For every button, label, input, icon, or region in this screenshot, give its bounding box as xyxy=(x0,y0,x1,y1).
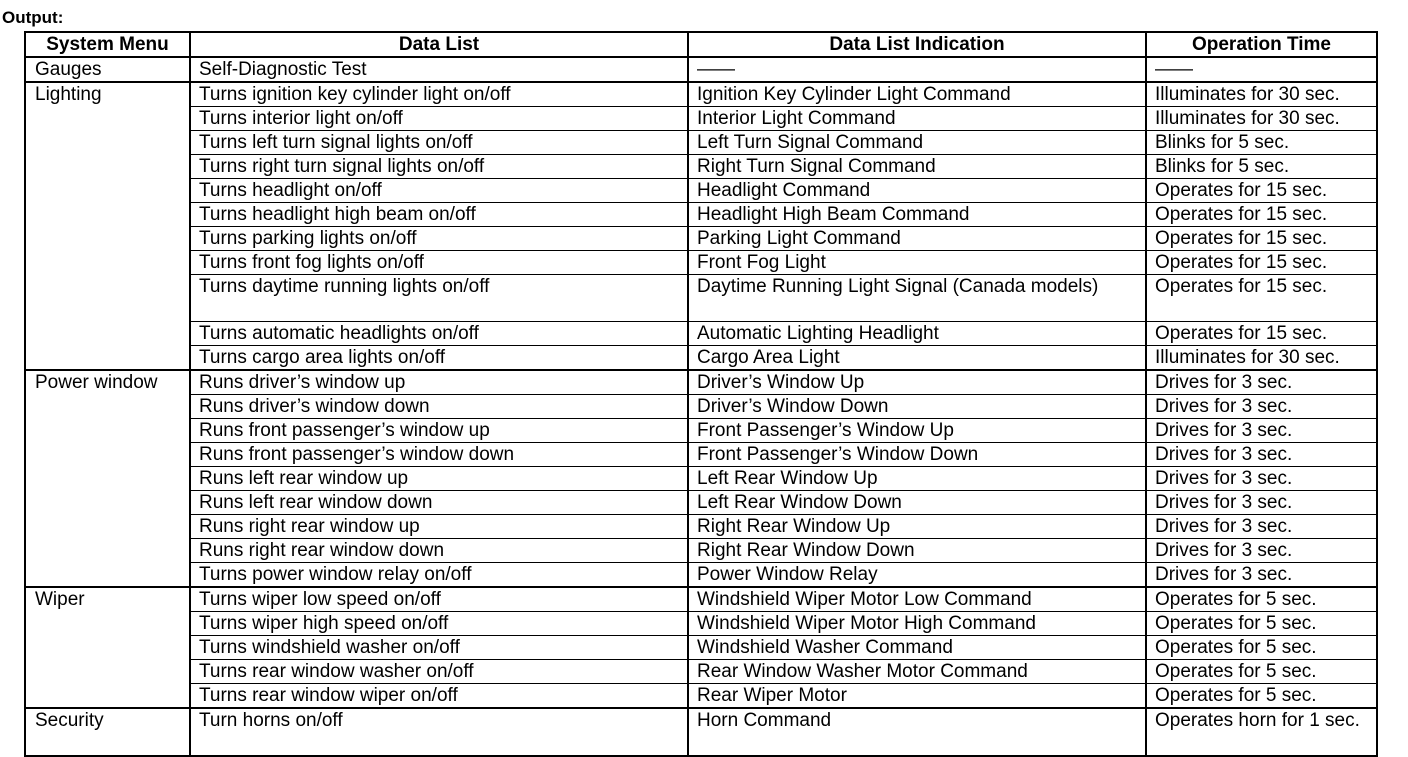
table-row xyxy=(25,419,1377,443)
data-list-cell: Turns cargo area lights on/off xyxy=(190,346,688,371)
table-row xyxy=(25,684,1377,709)
table-row xyxy=(25,227,1377,251)
indication-cell: Windshield Wiper Motor Low Command xyxy=(688,587,1146,612)
data-list-cell: Turns power window relay on/off xyxy=(190,563,688,588)
system-menu-cell: Power window xyxy=(25,370,190,587)
operation-time-cell: Drives for 3 sec. xyxy=(1146,539,1377,563)
table-row xyxy=(25,587,1377,612)
indication-cell: Driver’s Window Up xyxy=(688,370,1146,395)
indication-cell: Rear Wiper Motor xyxy=(688,684,1146,709)
indication-cell: Horn Command xyxy=(688,708,1146,756)
indication-cell: Front Passenger’s Window Down xyxy=(688,443,1146,467)
operation-time-cell: Drives for 3 sec. xyxy=(1146,515,1377,539)
table-row xyxy=(25,491,1377,515)
data-list-cell: Turns automatic headlights on/off xyxy=(190,322,688,346)
data-list-cell: Runs front passenger’s window down xyxy=(190,443,688,467)
operation-time-cell: Operates for 15 sec. xyxy=(1146,227,1377,251)
operation-time-cell: Drives for 3 sec. xyxy=(1146,491,1377,515)
data-list-cell: Turns daytime running lights on/off xyxy=(190,275,688,322)
indication-cell: Headlight Command xyxy=(688,179,1146,203)
indication-cell: Right Turn Signal Command xyxy=(688,155,1146,179)
system-menu-cell: Gauges xyxy=(25,57,190,82)
data-list-cell: Turns rear window washer on/off xyxy=(190,660,688,684)
header-operation-time: Operation Time xyxy=(1146,32,1377,57)
data-list-cell: Runs driver’s window down xyxy=(190,395,688,419)
operation-time-cell: Operates for 5 sec. xyxy=(1146,660,1377,684)
indication-cell: Rear Window Washer Motor Command xyxy=(688,660,1146,684)
indication-cell: Interior Light Command xyxy=(688,107,1146,131)
header-data-list: Data List xyxy=(190,32,688,57)
data-list-cell: Turns headlight high beam on/off xyxy=(190,203,688,227)
operation-time-cell: Operates for 15 sec. xyxy=(1146,203,1377,227)
output-label: Output: xyxy=(2,8,64,27)
indication-cell: Driver’s Window Down xyxy=(688,395,1146,419)
indication-cell: Daytime Running Light Signal (Canada models) xyxy=(688,275,1146,322)
table-row xyxy=(25,515,1377,539)
table-row xyxy=(25,612,1377,636)
data-list-cell: Turns wiper high speed on/off xyxy=(190,612,688,636)
table-row xyxy=(25,107,1377,131)
table-row xyxy=(25,660,1377,684)
indication-cell: Ignition Key Cylinder Light Command xyxy=(688,82,1146,107)
indication-cell: Windshield Wiper Motor High Command xyxy=(688,612,1146,636)
operation-time-cell: Operates horn for 1 sec. xyxy=(1146,708,1377,756)
indication-cell: Right Rear Window Down xyxy=(688,539,1146,563)
operation-time-cell: Drives for 3 sec. xyxy=(1146,563,1377,588)
system-menu-table xyxy=(24,31,1378,757)
data-list-cell: Turns headlight on/off xyxy=(190,179,688,203)
operation-time-cell: Drives for 3 sec. xyxy=(1146,419,1377,443)
indication-cell: Front Fog Light xyxy=(688,251,1146,275)
data-list-cell: Self-Diagnostic Test xyxy=(190,57,688,82)
table-row xyxy=(25,179,1377,203)
table-row xyxy=(25,57,1377,82)
data-list-cell: Turn horns on/off xyxy=(190,708,688,756)
data-list-cell: Runs left rear window up xyxy=(190,467,688,491)
operation-time-cell: Blinks for 5 sec. xyxy=(1146,155,1377,179)
data-list-cell: Runs front passenger’s window up xyxy=(190,419,688,443)
indication-cell: Left Turn Signal Command xyxy=(688,131,1146,155)
table-row xyxy=(25,443,1377,467)
data-list-cell: Turns ignition key cylinder light on/off xyxy=(190,82,688,107)
table-row xyxy=(25,636,1377,660)
operation-time-cell: Drives for 3 sec. xyxy=(1146,370,1377,395)
table-body xyxy=(25,57,1377,756)
table-row xyxy=(25,370,1377,395)
operation-time-cell: Operates for 5 sec. xyxy=(1146,587,1377,612)
data-list-cell: Turns windshield washer on/off xyxy=(190,636,688,660)
table-row xyxy=(25,467,1377,491)
indication-cell: —— xyxy=(688,57,1146,82)
data-list-cell: Turns right turn signal lights on/off xyxy=(190,155,688,179)
indication-cell: Left Rear Window Down xyxy=(688,491,1146,515)
table-row xyxy=(25,346,1377,371)
data-list-cell: Turns rear window wiper on/off xyxy=(190,684,688,709)
table-row xyxy=(25,708,1377,756)
table-row xyxy=(25,275,1377,322)
table-row xyxy=(25,155,1377,179)
table-row xyxy=(25,203,1377,227)
operation-time-cell: Drives for 3 sec. xyxy=(1146,443,1377,467)
table-header-row xyxy=(25,32,1377,57)
data-list-cell: Turns parking lights on/off xyxy=(190,227,688,251)
operation-time-cell: Drives for 3 sec. xyxy=(1146,467,1377,491)
indication-cell: Left Rear Window Up xyxy=(688,467,1146,491)
data-list-cell: Runs driver’s window up xyxy=(190,370,688,395)
table-row xyxy=(25,251,1377,275)
indication-cell: Automatic Lighting Headlight xyxy=(688,322,1146,346)
table-row xyxy=(25,322,1377,346)
table-row xyxy=(25,131,1377,155)
header-data-list-indication: Data List Indication xyxy=(688,32,1146,57)
table-row xyxy=(25,82,1377,107)
operation-time-cell: Operates for 5 sec. xyxy=(1146,636,1377,660)
operation-time-cell: Illuminates for 30 sec. xyxy=(1146,82,1377,107)
data-list-cell: Turns front fog lights on/off xyxy=(190,251,688,275)
data-list-cell: Runs right rear window down xyxy=(190,539,688,563)
data-list-cell: Turns wiper low speed on/off xyxy=(190,587,688,612)
indication-cell: Front Passenger’s Window Up xyxy=(688,419,1146,443)
operation-time-cell: Illuminates for 30 sec. xyxy=(1146,346,1377,371)
table-row xyxy=(25,539,1377,563)
system-menu-cell: Wiper xyxy=(25,587,190,708)
indication-cell: Headlight High Beam Command xyxy=(688,203,1146,227)
operation-time-cell: Operates for 15 sec. xyxy=(1146,275,1377,322)
data-list-cell: Runs left rear window down xyxy=(190,491,688,515)
operation-time-cell: Operates for 15 sec. xyxy=(1146,322,1377,346)
indication-cell: Cargo Area Light xyxy=(688,346,1146,371)
operation-time-cell: —— xyxy=(1146,57,1377,82)
operation-time-cell: Operates for 5 sec. xyxy=(1146,612,1377,636)
indication-cell: Power Window Relay xyxy=(688,563,1146,588)
operation-time-cell: Operates for 15 sec. xyxy=(1146,251,1377,275)
data-list-cell: Turns interior light on/off xyxy=(190,107,688,131)
table-row xyxy=(25,395,1377,419)
system-menu-cell: Lighting xyxy=(25,82,190,370)
system-menu-cell: Security xyxy=(25,708,190,756)
indication-cell: Windshield Washer Command xyxy=(688,636,1146,660)
data-list-cell: Runs right rear window up xyxy=(190,515,688,539)
table-row xyxy=(25,563,1377,588)
operation-time-cell: Illuminates for 30 sec. xyxy=(1146,107,1377,131)
indication-cell: Parking Light Command xyxy=(688,227,1146,251)
operation-time-cell: Drives for 3 sec. xyxy=(1146,395,1377,419)
operation-time-cell: Operates for 15 sec. xyxy=(1146,179,1377,203)
operation-time-cell: Blinks for 5 sec. xyxy=(1146,131,1377,155)
data-list-cell: Turns left turn signal lights on/off xyxy=(190,131,688,155)
operation-time-cell: Operates for 5 sec. xyxy=(1146,684,1377,709)
header-system-menu: System Menu xyxy=(25,32,190,57)
indication-cell: Right Rear Window Up xyxy=(688,515,1146,539)
